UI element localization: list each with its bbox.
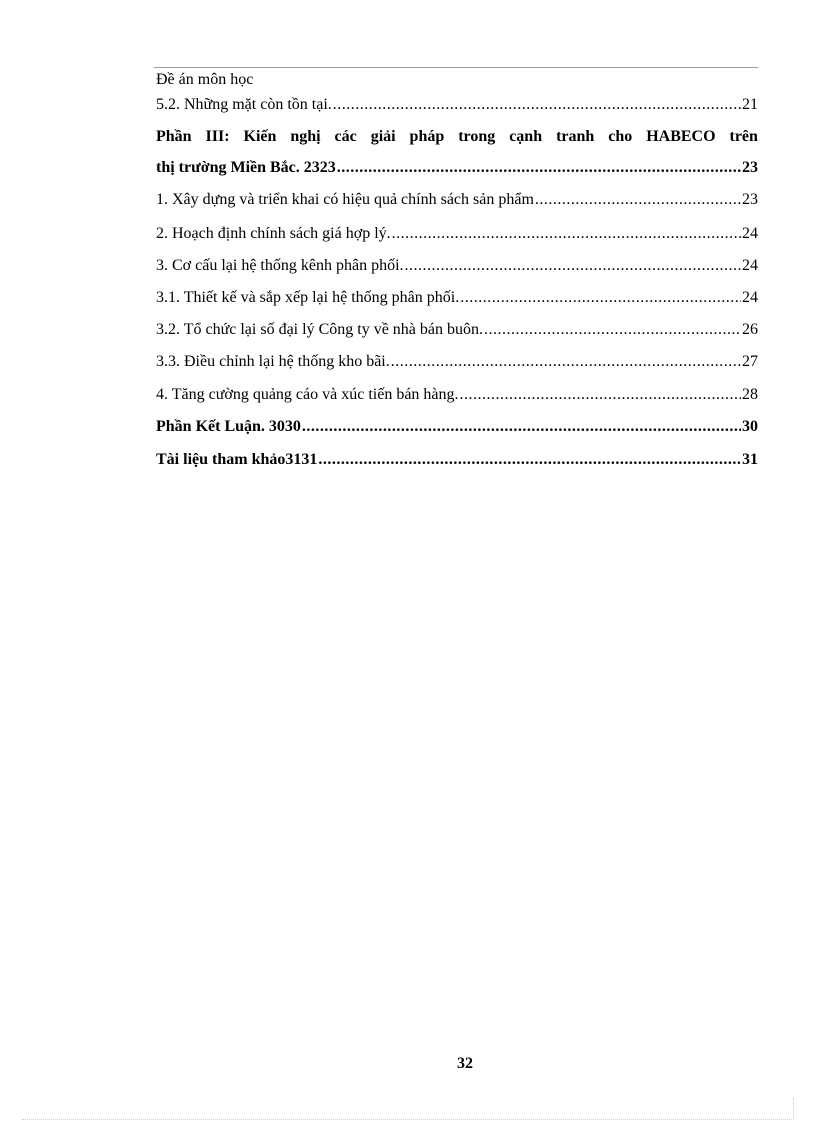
- toc-leader-dots: [460, 384, 741, 406]
- toc-leader-dots: [391, 351, 741, 373]
- toc-entry-page: 21: [742, 96, 758, 113]
- toc-entry[interactable]: [156, 157, 758, 179]
- toc-entry[interactable]: [156, 449, 758, 471]
- toc-word: cho: [608, 128, 633, 145]
- toc-entry-page: 24: [742, 225, 758, 242]
- toc-word: pháp: [409, 128, 445, 145]
- toc-entry-page: 23: [742, 159, 758, 176]
- toc-entry-heading-line[interactable]: [156, 126, 758, 148]
- toc-entry[interactable]: [156, 351, 758, 373]
- toc-word: III:: [205, 128, 230, 145]
- toc-word: Kiến: [243, 128, 277, 145]
- page-border-dots: [22, 1119, 792, 1120]
- toc-entry-title: 3.3. Điều chỉnh lại hệ thống kho bãi.: [156, 353, 390, 370]
- toc-entry-title: Tài liệu tham khảo3131: [156, 451, 318, 468]
- toc-word: trên: [729, 128, 758, 145]
- toc-entry-page: 27: [742, 353, 758, 370]
- toc-entry-title: thị trường Miền Bắc. 2323: [156, 159, 336, 176]
- toc-entry-title: 3.2. Tổ chức lại số đại lý Công ty về nhà bán buôn.: [156, 321, 483, 338]
- header-rule: [154, 67, 758, 68]
- toc-entry[interactable]: [156, 255, 758, 277]
- toc-word: nghị: [290, 128, 321, 145]
- toc-entry-page: 26: [742, 321, 758, 338]
- page-number: 32: [457, 1055, 473, 1072]
- toc-word: Phần: [156, 128, 192, 145]
- toc-entry-title: 5.2. Những mặt còn tồn tại.: [156, 96, 332, 113]
- toc-entry[interactable]: [156, 189, 758, 211]
- toc-word: các: [334, 128, 357, 145]
- toc-word: HABECO: [646, 128, 716, 145]
- toc-entry[interactable]: [156, 319, 758, 341]
- toc-leader-dots: [484, 319, 741, 341]
- toc-word: tranh: [556, 128, 595, 145]
- toc-entry-page: 23: [742, 191, 758, 208]
- toc-entry[interactable]: [156, 416, 758, 438]
- toc-leader-dots: [318, 449, 741, 471]
- toc-entry-page: 28: [742, 386, 758, 403]
- toc-entry-title: 3. Cơ cấu lại hệ thống kênh phân phối.: [156, 257, 404, 274]
- toc-leader-dots: [337, 157, 741, 179]
- toc-entry-title: 4. Tăng cường quảng cáo và xúc tiến bán hàng.: [156, 386, 459, 403]
- toc-entry-title: Phần Kết Luận. 3030: [156, 418, 301, 435]
- toc-entry[interactable]: [156, 223, 758, 245]
- toc-entry[interactable]: [156, 94, 758, 116]
- page-border-dots: [793, 1098, 794, 1120]
- toc-entry-page: 24: [742, 257, 758, 274]
- toc-leader-dots: [405, 255, 741, 277]
- running-header: Đề án môn học: [156, 71, 254, 88]
- toc-entry-page: 30: [742, 418, 758, 435]
- toc-leader-dots: [535, 189, 741, 211]
- toc-entry-page: 24: [742, 289, 758, 306]
- toc-leader-dots: [302, 416, 741, 438]
- toc-entry-title: 2. Hoạch định chính sách giá hợp lý.: [156, 225, 391, 242]
- toc-entry-title: 3.1. Thiết kế và sắp xếp lại hệ thống phân phối.: [156, 289, 460, 306]
- toc-leader-dots: [392, 223, 741, 245]
- toc-leader-dots: [460, 287, 741, 309]
- toc-entry[interactable]: [156, 287, 758, 309]
- toc-word: giải: [370, 128, 396, 145]
- toc-leader-dots: [333, 94, 741, 116]
- toc-word: trong: [458, 128, 496, 145]
- toc-entry-page: 31: [742, 451, 758, 468]
- toc-entry-title: 1. Xây dựng và triển khai có hiệu quả chính sách sản phẩm: [156, 191, 534, 208]
- toc-entry[interactable]: [156, 384, 758, 406]
- toc-word: cạnh: [509, 128, 543, 145]
